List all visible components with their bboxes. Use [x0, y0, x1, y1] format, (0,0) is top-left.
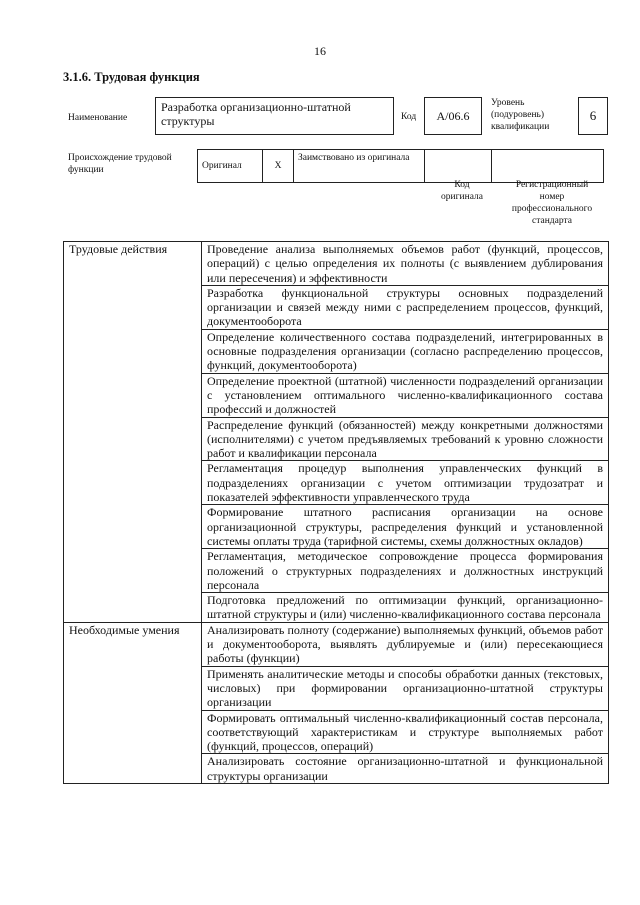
- borrowed-label: Заимствовано из оригинала: [294, 150, 425, 183]
- item-cell: Применять аналитические методы и способы обработки данных (текстовых, числовых) при формировании организационно-штатной структуры организации: [202, 666, 609, 710]
- item-cell: Формирование штатного расписания организации на основе организационной структуры, распределения функций и установленной системы оплаты труда (тарифной системы, схемы должностных окладов): [202, 505, 609, 549]
- item-cell: Регламентация процедур выполнения управленческих функций в подразделениях организации с учетом оптимизации трудозатрат и показателей эффективности управленческого труда: [202, 461, 609, 505]
- registration-number-caption: [497, 179, 607, 227]
- page-number: 16: [314, 44, 326, 58]
- item-cell: Анализировать полноту (содержание) выполняемых функций, объемов работ и документооборота, выявлять дублируемые и (или) пересекающиеся работы (функции): [202, 622, 609, 666]
- category-cell: Необходимые умения: [64, 622, 202, 783]
- section-title: 3.1.6. Трудовая функция: [63, 70, 200, 84]
- category-cell: Трудовые действия: [64, 242, 202, 623]
- registration-number-cell: [492, 150, 604, 183]
- level-label-line: квалификации: [491, 122, 550, 132]
- item-cell: Проведение анализа выполняемых объемов работ (функций, процессов, операций) с целью определения их полноты (с выявлением дублирования или пересечения) и эффективности: [202, 242, 609, 286]
- origin-label: Происхождение трудовой функции: [68, 153, 172, 175]
- caption-line: Код: [454, 180, 470, 190]
- qualification-level-field: 6: [578, 97, 608, 135]
- function-code-field: А/06.6: [424, 97, 482, 135]
- item-cell: Формировать оптимальный численно-квалификационный состав персонала, соответствующий характеристикам и структуре выполняемых работ (функций, процессов, операций): [202, 710, 609, 754]
- original-label: Оригинал: [198, 150, 263, 183]
- original-code-cell: [425, 150, 492, 183]
- original-code-caption: [430, 179, 494, 203]
- caption-line: номер: [539, 192, 565, 202]
- function-name-field: Разработка организационно-штатной структуры: [155, 97, 394, 135]
- caption-line: профессионального: [511, 204, 593, 214]
- code-label: Код: [401, 112, 417, 122]
- table-row: [64, 242, 609, 286]
- caption-line: стандарта: [532, 216, 572, 226]
- item-cell: Разработка функциональной структуры основных подразделений организации и связей между ними с распределением процессов, функций, документооборота: [202, 285, 609, 329]
- caption-line: оригинала: [441, 192, 483, 202]
- table-row: [64, 622, 609, 666]
- item-cell: Подготовка предложений по оптимизации функций, организационно-штатной структуры и (или) численно-квалификационного состава персонала: [202, 593, 609, 623]
- origin-table: [197, 149, 604, 183]
- level-label-line: (подуровень): [491, 110, 545, 120]
- level-label-line: Уровень: [491, 98, 525, 108]
- item-cell: Анализировать состояние организационно-штатной и функциональной структуры организации: [202, 754, 609, 784]
- item-cell: Распределение функций (обязанностей) между конкретными должностями (исполнителями) с учетом предъявляемых требований к уровню сложности работ и квалификации персонала: [202, 417, 609, 461]
- level-label: [491, 97, 549, 133]
- name-label: Наименование: [68, 113, 128, 123]
- item-cell: Определение количественного состава подразделений, интегрированных в основные подразделения организации (согласно распределению процессов, функций, документооборота): [202, 329, 609, 373]
- original-mark: Х: [263, 150, 294, 183]
- item-cell: Определение проектной (штатной) численности подразделений организации с установлением оптимального численно-квалификационного состава профессий и должностей: [202, 373, 609, 417]
- function-details-table: [63, 241, 609, 784]
- item-cell: Регламентация, методическое сопровождение процесса формирования положений о структурных подразделениях и должностных инструкций персонала: [202, 549, 609, 593]
- caption-line: Регистрационный: [515, 180, 589, 190]
